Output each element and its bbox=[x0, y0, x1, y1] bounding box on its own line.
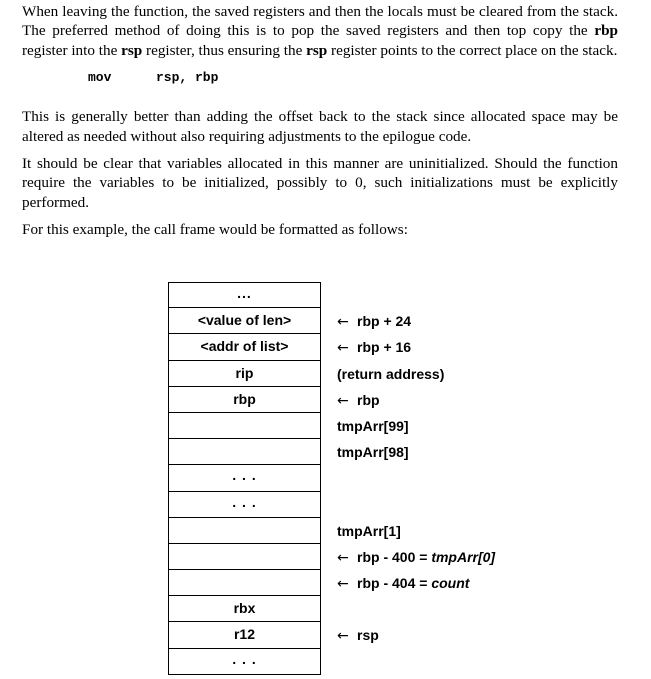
left-arrow-icon: ← bbox=[337, 392, 349, 409]
paragraph-uninitialized: It should be clear that variables allocated in this manner are uninitialized. Should the function require the variables to be initialized, possibly to 0, such initializations must be explicitly performed. bbox=[22, 155, 618, 211]
code-line bbox=[88, 70, 618, 85]
left-arrow-icon: ← bbox=[337, 340, 349, 357]
stack-cell: <addr of list> bbox=[168, 334, 321, 360]
stack-cell: <value of len> bbox=[168, 308, 321, 334]
register-rsp: rsp bbox=[306, 41, 328, 59]
stack-label bbox=[337, 518, 637, 544]
stack-label-text: rbp + 24 bbox=[357, 313, 412, 330]
left-arrow-icon: ← bbox=[337, 628, 349, 645]
stack-label bbox=[337, 622, 637, 648]
text-run: register points to the correct place on the stack. bbox=[327, 41, 618, 59]
stack-label bbox=[337, 544, 637, 570]
stack-cell bbox=[168, 413, 321, 439]
paragraph-epilogue bbox=[22, 2, 618, 60]
stack-label-text: tmpArr[1] bbox=[337, 522, 401, 539]
stack-label-text: tmpArr[98] bbox=[337, 444, 409, 461]
paragraph-example: For this example, the call frame would be formatted as follows: bbox=[22, 221, 408, 239]
stack-label bbox=[337, 465, 637, 491]
stack-cell: rbx bbox=[168, 596, 321, 622]
stack-label bbox=[337, 413, 637, 439]
text-run: When leaving the function, the saved registers and then the locals must be cleared from the stack. The preferred method of doing this is to pop the saved registers and then top copy the bbox=[22, 3, 618, 40]
stack-label bbox=[337, 282, 637, 308]
stack-cell: ... bbox=[168, 282, 321, 308]
stack-label bbox=[337, 387, 637, 413]
stack-label bbox=[337, 596, 637, 622]
stack-label-text: rbp - 404 = bbox=[357, 575, 432, 592]
paragraph-offset: This is generally better than adding the offset back to the stack since allocated space may be altered as needed without also requiring adjustments to the epilogue code. bbox=[22, 108, 618, 145]
document-page bbox=[22, 2, 618, 248]
register-rsp: rsp bbox=[121, 41, 143, 59]
left-arrow-icon: ← bbox=[337, 549, 349, 566]
stack-cell bbox=[168, 544, 321, 570]
code-opcode: mov bbox=[88, 70, 112, 86]
left-arrow-icon: ← bbox=[337, 576, 349, 593]
text-run: register into the bbox=[22, 41, 122, 59]
stack-cell: rip bbox=[168, 361, 321, 387]
stack-cell bbox=[168, 518, 321, 544]
call-frame-diagram bbox=[168, 282, 321, 675]
stack-label-variable: tmpArr[0] bbox=[431, 548, 496, 565]
stack-label bbox=[337, 439, 637, 465]
stack-cell: rbp bbox=[168, 387, 321, 413]
stack-label bbox=[337, 361, 637, 387]
stack-cell: . . . bbox=[168, 649, 321, 675]
stack-cell: . . . bbox=[168, 492, 321, 518]
stack-label-text: (return address) bbox=[337, 365, 445, 382]
stack-cell bbox=[168, 570, 321, 596]
stack-label-variable: count bbox=[431, 575, 470, 592]
stack-label bbox=[337, 334, 637, 360]
stack-label-text: rbp bbox=[357, 391, 380, 408]
stack-label-text: tmpArr[99] bbox=[337, 417, 409, 434]
stack-label-text: rsp bbox=[357, 627, 379, 644]
stack-cell: . . . bbox=[168, 465, 321, 491]
stack-label bbox=[337, 649, 637, 675]
stack-label-text: rbp - 400 = bbox=[357, 548, 432, 565]
stack-cell: r12 bbox=[168, 622, 321, 648]
stack-label-text: rbp + 16 bbox=[357, 339, 412, 356]
register-rbp: rbp bbox=[594, 22, 618, 40]
call-frame-labels bbox=[337, 282, 637, 675]
stack-label bbox=[337, 570, 637, 596]
code-operands: rsp, rbp bbox=[156, 70, 219, 86]
stack-label bbox=[337, 492, 637, 518]
left-arrow-icon: ← bbox=[337, 314, 349, 331]
stack-label bbox=[337, 308, 637, 334]
stack-cell bbox=[168, 439, 321, 465]
text-run: register, thus ensuring the bbox=[142, 41, 307, 59]
